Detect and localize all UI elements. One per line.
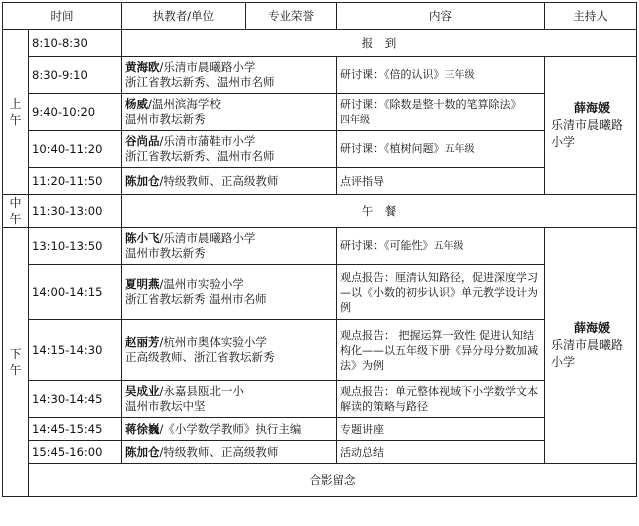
time-cell: 10:40-11:20 [29,131,122,168]
host-morning [545,57,637,195]
presenter-cell [122,168,337,195]
group-photo-cell: 合影留念 [29,464,637,497]
table-row [3,320,637,381]
content-cell: 观点报告：厘清认知路径，促进深度学习—以《小数的初步认识》单元教学设计为例 [337,265,545,320]
table-row [3,131,637,168]
presenter-name: 杨威 [125,97,148,111]
presenter-unit: /《小学数学教师》执行主编 [159,421,302,436]
checkin-cell: 报 到 [122,30,637,57]
content-cell [337,131,545,168]
presenter-cell [122,441,337,464]
time-cell: 11:30-13:00 [29,195,122,228]
table-row [3,168,637,195]
table-row [3,381,637,418]
presenter-name: 陈加仓 [125,173,160,188]
table-row [3,441,637,464]
presenter-name: 夏明燕 [125,277,160,291]
content-cell: 观点报告：单元整体视域下小学数学文本解读的策略与路径 [337,381,545,418]
period-label: 中 午 [9,196,22,226]
presenter-name: 蒋徐巍 [125,421,160,436]
content-cell: 点评指导 [337,168,545,195]
content-cell [337,57,545,94]
content-cell: 观点报告： 把握运算一致性 促进认知结构化——以五年级下册《异分母分数加减法》为例 [337,320,545,381]
time-cell: 14:45-15:45 [29,418,122,441]
presenter-honor: 浙江省教坛新秀、温州市名师 [125,149,275,163]
content-text: 研讨课：《植树问题》 [340,142,445,155]
presenter-name: 赵丽芳 [125,335,160,349]
presenter-name: 吴成业 [125,384,160,398]
time-cell: 15:45-16:00 [29,441,122,464]
grade-text: 三年级 [444,70,475,81]
header-host: 主持人 [545,3,637,30]
period-morning [3,30,29,195]
content-cell: 活动总结 [337,441,545,464]
presenter-unit: /乐清市蒲鞋市小学 [159,134,256,148]
presenter-unit: /特级教师、正高级教师 [159,444,279,459]
presenter-unit: /温州滨海学校 [148,97,221,111]
host-unit: 乐清市晨曦路小学 [551,118,624,149]
presenter-honor: 正高级教师、浙江省教坛新秀 [125,350,275,364]
presenter-cell [122,265,337,320]
period-afternoon [3,228,29,497]
time-cell: 8:30-9:10 [29,57,122,94]
host-name: 薛海媛 [573,321,610,335]
content-cell [337,228,545,265]
period-label: 下 午 [9,347,22,377]
presenter-cell [122,57,337,94]
lunch-cell: 午 餐 [122,195,637,228]
header-presenter: 执教者/单位 [122,3,246,30]
time-cell: 8:10-8:30 [29,30,122,57]
table-row [3,418,637,441]
presenter-cell [122,131,337,168]
header-honor: 专业荣誉 [246,3,337,30]
time-cell: 13:10-13:50 [29,228,122,265]
content-cell: 专题讲座 [337,418,545,441]
time-cell: 14:15-14:30 [29,320,122,381]
presenter-name: 陈加仓 [125,444,160,459]
table-row [3,464,637,497]
grade-text: 五年级 [433,241,464,252]
presenter-unit: /杭州市奥体实验小学 [159,335,267,349]
table-row [3,265,637,320]
presenter-unit: /特级教师、正高级教师 [159,173,279,188]
grade-text: 四年级 [340,114,370,126]
table-row [3,228,637,265]
header-content: 内容 [337,3,545,30]
table-row [3,195,637,228]
time-cell: 14:30-14:45 [29,381,122,418]
time-cell: 9:40-10:20 [29,94,122,131]
header-row [3,3,637,30]
grade-text: 五年级 [444,144,475,155]
presenter-name: 谷尚品 [125,134,160,148]
time-cell: 14:00-14:15 [29,265,122,320]
period-label: 上 午 [9,97,22,127]
host-afternoon [545,228,637,464]
presenter-unit: /温州市实验小学 [159,277,244,291]
presenter-unit: /乐清市晨曦路小学 [159,231,256,245]
content-text: 研讨课：《除数是整十数的笔算除法》 [340,97,522,111]
presenter-cell [122,94,337,131]
presenter-cell [122,228,337,265]
content-text: 研讨课：《可能性》 [340,239,434,252]
presenter-honor: 浙江省教坛新秀、温州市名师 [125,75,275,89]
table-row [3,30,637,57]
content-text: 研讨课：《倍的认识》 [340,68,445,81]
presenter-cell [122,320,337,381]
period-noon [3,195,29,228]
presenter-name: 陈小飞 [125,231,160,245]
table-row [3,94,637,131]
presenter-honor: 温州市教坛新秀 [125,246,206,260]
presenter-honor: 浙江省教坛新秀 温州市名师 [125,292,267,306]
time-cell: 11:20-11:50 [29,168,122,195]
presenter-unit: /永嘉县瓯北一小 [159,384,244,398]
host-unit: 乐清市晨曦路小学 [551,338,624,369]
presenter-unit: /乐清市晨曦路小学 [159,60,256,74]
presenter-cell [122,418,337,441]
presenter-name: 黄海欧 [125,60,160,74]
presenter-honor: 温州市教坛中坚 [125,399,206,413]
presenter-cell [122,381,337,418]
table-row [3,57,637,94]
header-time: 时间 [3,3,122,30]
presenter-honor: 温州市教坛新秀 [125,112,206,126]
host-name: 薛海媛 [573,101,610,115]
schedule-table [2,2,637,497]
content-cell [337,94,545,131]
